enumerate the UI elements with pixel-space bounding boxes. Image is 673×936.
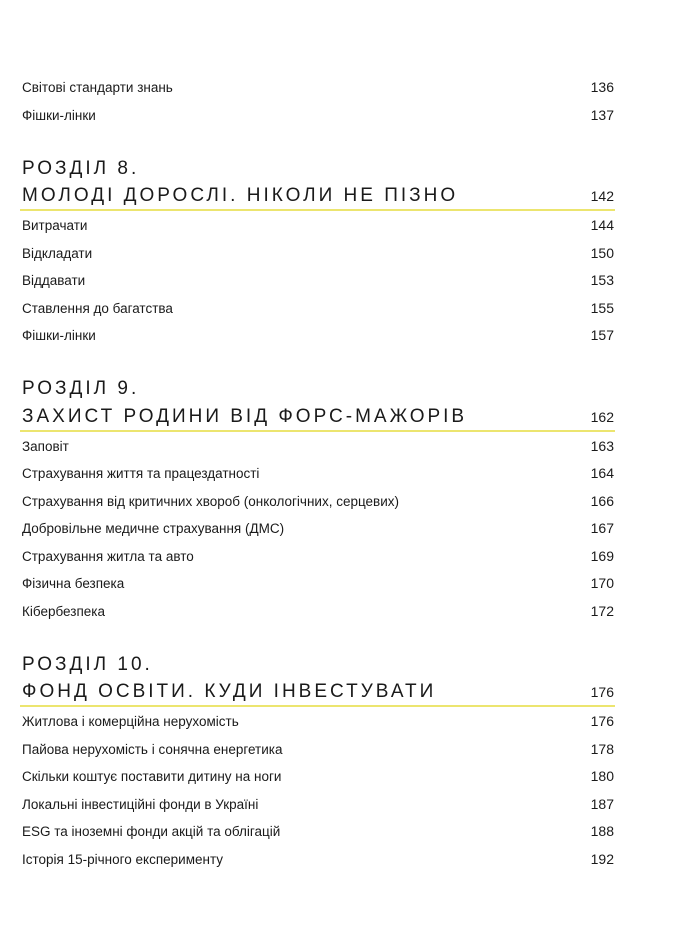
chapter-title: ЗАХИСТ РОДИНИ ВІД ФОРС-МАЖОРІВ	[22, 406, 468, 427]
toc-item-page: 136	[590, 79, 614, 95]
toc-item-page: 163	[590, 438, 614, 454]
toc-item-page: 188	[590, 823, 614, 839]
toc-item-title: Витрачати	[22, 218, 88, 233]
chapter-label: РОЗДІЛ 9.	[22, 378, 140, 399]
chapter-page: 142	[590, 188, 614, 204]
toc-item-title: Віддавати	[22, 273, 86, 288]
chapter-title: ФОНД ОСВІТИ. КУДИ ІНВЕСТУВАТИ	[22, 681, 437, 702]
chapter-page: 162	[590, 409, 614, 425]
chapter-heading[interactable]	[22, 185, 614, 207]
toc-item-page: 155	[590, 300, 614, 316]
toc-item[interactable]	[22, 327, 614, 347]
toc-item-page: 176	[590, 713, 614, 729]
toc-item[interactable]	[22, 575, 614, 595]
toc-item[interactable]	[22, 465, 614, 485]
toc-item-title: Локальні інвестиційні фонди в Україні	[22, 797, 259, 812]
toc-item-title: Історія 15-річного експерименту	[22, 852, 224, 867]
toc-item-title: Відкладати	[22, 246, 93, 261]
chapter-heading[interactable]	[22, 681, 614, 703]
toc-item-page: 144	[590, 217, 614, 233]
toc-item-title: Страхування від критичних хвороб (онкологічних, серцевих)	[22, 494, 400, 509]
toc-item[interactable]	[22, 217, 614, 237]
chapter-label: РОЗДІЛ 10.	[22, 654, 153, 675]
toc-item-title: Фішки-лінки	[22, 108, 96, 123]
toc-item-title: Пайова нерухомість і сонячна енергетика	[22, 742, 283, 757]
toc-item[interactable]	[22, 438, 614, 458]
chapter-heading[interactable]	[22, 406, 614, 428]
chapter-page: 176	[590, 684, 614, 700]
toc-item[interactable]	[22, 272, 614, 292]
toc-item-title: Страхування життя та працездатності	[22, 466, 260, 481]
toc-item[interactable]	[22, 603, 614, 623]
toc-item-title: Заповіт	[22, 439, 69, 454]
chapter-label: РОЗДІЛ 8.	[22, 158, 140, 179]
toc-item-page: 150	[590, 245, 614, 261]
toc-item-page: 170	[590, 575, 614, 591]
toc-item[interactable]	[22, 851, 614, 871]
toc-item-page: 178	[590, 741, 614, 757]
toc-item-page: 187	[590, 796, 614, 812]
toc-item-page: 153	[590, 272, 614, 288]
chapter-title: МОЛОДІ ДОРОСЛІ. НІКОЛИ НЕ ПІЗНО	[22, 185, 459, 206]
toc-item[interactable]	[22, 300, 614, 320]
toc-item-page: 166	[590, 493, 614, 509]
toc-item[interactable]	[22, 79, 614, 99]
toc-item[interactable]	[22, 768, 614, 788]
toc-item-page: 192	[590, 851, 614, 867]
toc-item[interactable]	[22, 548, 614, 568]
toc-item-page: 172	[590, 603, 614, 619]
toc-item-title: Кібербезпека	[22, 604, 105, 619]
toc-item-page: 157	[590, 327, 614, 343]
toc-item-title: Добровільне медичне страхування (ДМС)	[22, 521, 285, 536]
toc-item-page: 169	[590, 548, 614, 564]
toc-item-title: Ставлення до багатства	[22, 301, 173, 316]
chapter-divider	[20, 705, 615, 707]
toc-item-title: Фізична безпека	[22, 576, 125, 591]
toc-item[interactable]	[22, 713, 614, 733]
toc-item[interactable]	[22, 107, 614, 127]
toc-item-page: 137	[590, 107, 614, 123]
toc-item-title: Житлова і комерційна нерухомість	[22, 714, 239, 729]
toc-item[interactable]	[22, 741, 614, 761]
toc-item-title: Страхування житла та авто	[22, 549, 194, 564]
chapter-divider	[20, 430, 615, 432]
toc-item[interactable]	[22, 796, 614, 816]
toc-item-title: Скільки коштує поставити дитину на ноги	[22, 769, 282, 784]
toc-item-title: Світові стандарти знань	[22, 80, 173, 95]
toc-item-title: Фішки-лінки	[22, 328, 96, 343]
toc-item[interactable]	[22, 823, 614, 843]
chapter-divider	[20, 209, 615, 211]
toc-item-page: 164	[590, 465, 614, 481]
toc-item[interactable]	[22, 245, 614, 265]
toc-item-title: ESG та іноземні фонди акцій та облігацій	[22, 824, 281, 839]
toc-item[interactable]	[22, 493, 614, 513]
toc-item-page: 180	[590, 768, 614, 784]
toc-item[interactable]	[22, 520, 614, 540]
toc-item-page: 167	[590, 520, 614, 536]
